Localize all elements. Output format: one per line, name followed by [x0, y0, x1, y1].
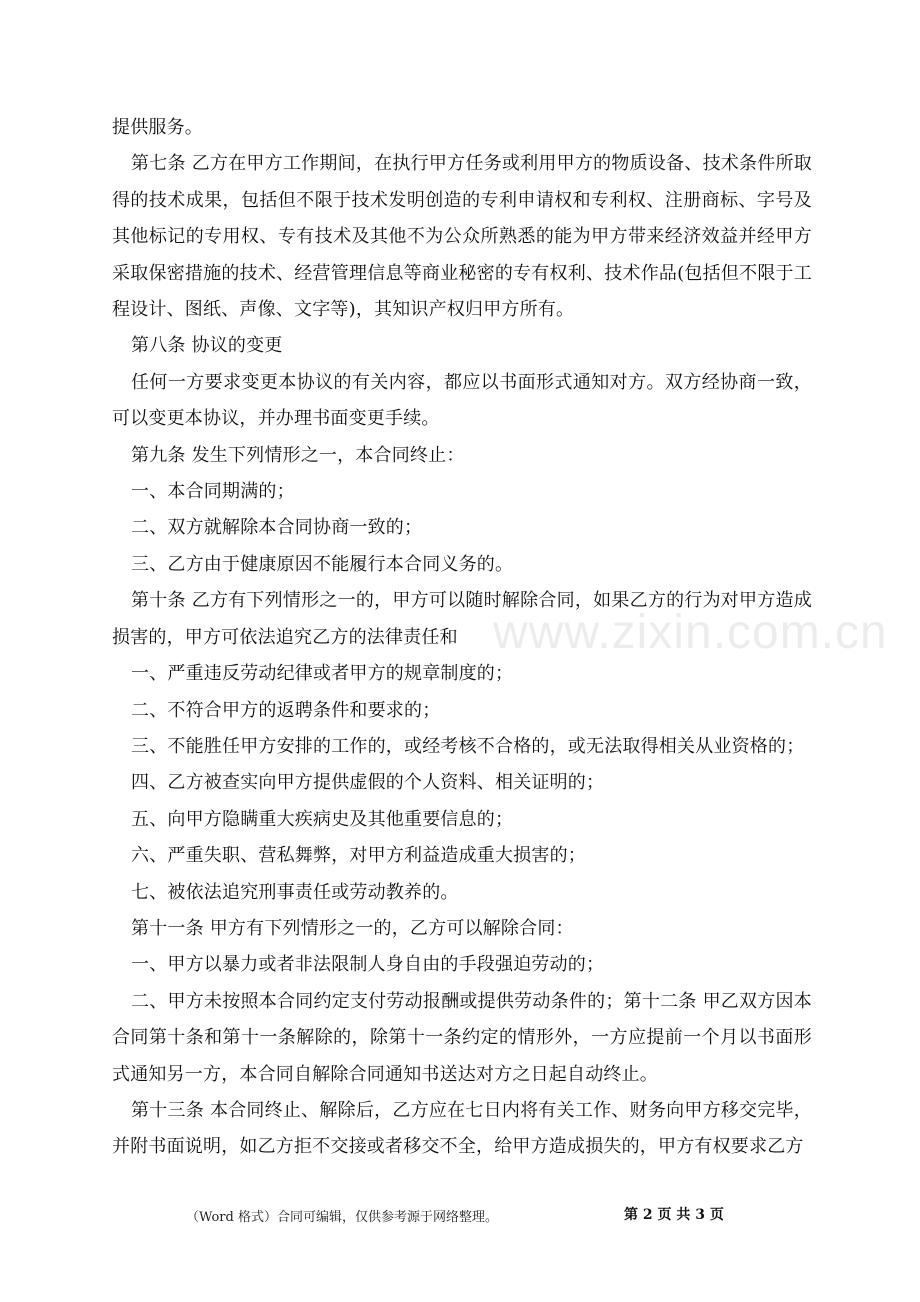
paragraph: 四、乙方被查实向甲方提供虚假的个人资料、相关证明的；: [131, 772, 605, 794]
paragraph: 任何一方要求变更本协议的有关内容，都应以书面形式通知对方。双方经协商一致，可以变更本协议，并办理书面变更手续。: [112, 371, 812, 430]
paragraph: 三、乙方由于健康原因不能履行本合同义务的。: [131, 553, 514, 575]
paragraph: 第八条 协议的变更: [131, 335, 283, 357]
paragraph: 一、甲方以暴力或者非法限制人身自由的手段强迫劳动的；: [131, 954, 605, 976]
paragraph: 三、不能胜任甲方安排的工作的，或经考核不合格的，或无法取得相关从业资格的；: [131, 735, 805, 757]
paragraph: 一、本合同期满的；: [131, 481, 295, 503]
paragraph: 提供服务。: [112, 117, 203, 138]
paragraph: 第十三条 本合同终止、解除后，乙方应在七日内将有关工作、财务向甲方移交完毕，并附书面说明，如乙方拒不交接或者移交不全，给甲方造成损失的，甲方有权要求乙方: [112, 1099, 812, 1158]
paragraph: 二、双方就解除本合同协商一致的；: [131, 517, 423, 539]
paragraph: 第十一条 甲方有下列情形之一的，乙方可以解除合同：: [131, 917, 574, 939]
paragraph: 二、不符合甲方的返聘条件和要求的；: [131, 699, 441, 721]
paragraph: 第七条 乙方在甲方工作期间，在执行甲方任务或利用甲方的物质设备、技术条件所取得的技术成果，包括但不限于技术发明创造的专利申请权和专利权、注册商标、字号及其他标记的专用权、专有技术及其他不为公众所熟悉的能为甲方带来经济效益并经甲方采取保密措施的技术、经营管理信息等商业秘密的专有权利、技术作品(包括但不限于工程设计、图纸、声像、文字等)，其知识产权归甲方所有。: [112, 153, 812, 321]
paragraph: 七、被依法追究刑事责任或劳动教养的。: [131, 881, 459, 903]
page-number: 第 2 页 共 3 页: [624, 1207, 724, 1223]
paragraph: 二、甲方未按照本合同约定支付劳动报酬或提供劳动条件的；第十二条 甲乙双方因本合同第十条和第十一条解除的，除第十一条约定的情形外，一方应提前一个月以书面形式通知另一方，本合同自解除合同通知书送达对方之日起自动终止。: [112, 990, 812, 1085]
paragraph: 五、向甲方隐瞒重大疾病史及其他重要信息的；: [131, 808, 514, 830]
paragraph: 六、严重失职、营私舞弊，对甲方利益造成重大损害的；: [131, 845, 586, 867]
paragraph: 第九条 发生下列情形之一，本合同终止：: [131, 444, 465, 466]
watermark-text: www.zixin.com.cn: [493, 606, 888, 659]
footer-note: （Word 格式）合同可编辑，仅供参考源于网络整理。: [186, 1210, 498, 1225]
paragraph: 第十条 乙方有下列情形之一的，甲方可以随时解除合同，如果乙方的行为对甲方造成损害的，甲方可依法追究乙方的法律责任和: [112, 590, 812, 648]
paragraph: 一、严重违反劳动纪律或者甲方的规章制度的；: [131, 663, 514, 685]
